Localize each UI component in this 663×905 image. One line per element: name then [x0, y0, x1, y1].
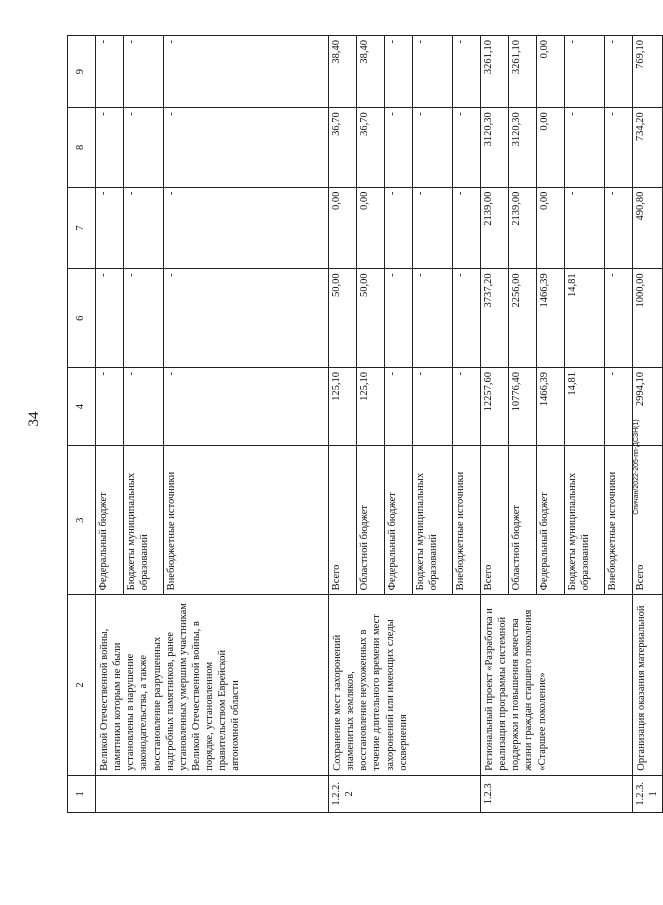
value-cell: 1466,39 — [537, 368, 565, 446]
value-cell: - — [164, 368, 329, 446]
value-cell: 3261,10 — [481, 36, 509, 108]
value-cell: - — [124, 368, 164, 446]
value-cell: - — [453, 36, 481, 108]
value-cell: - — [413, 269, 453, 368]
value-cell: 36,70 — [329, 108, 357, 187]
value-cell: 0,00 — [537, 36, 565, 108]
value-cell: - — [565, 108, 605, 187]
page-number: 34 — [26, 411, 42, 427]
value-cell: - — [453, 368, 481, 446]
value-cell: - — [413, 187, 453, 269]
value-cell: - — [385, 187, 413, 269]
value-cell: 50,00 — [329, 269, 357, 368]
table-row — [96, 36, 124, 813]
row-name: Великой Отечественной войны, памятники которым не были установлены в нарушение законодательства, а также восстановление разрушенных надгробных памятников, ранее установленных умершим участникам Великой Отечественной войны, в порядке, установленном правительством Еврейской автономной области — [96, 595, 329, 775]
value-cell: 3261,10 — [509, 36, 537, 108]
value-cell: - — [385, 36, 413, 108]
header-cell-7: 7 — [68, 187, 96, 269]
value-cell: - — [385, 269, 413, 368]
value-cell: 14,81 — [565, 269, 605, 368]
value-cell: - — [385, 368, 413, 446]
source-cell: Внебюджетные источники — [164, 446, 329, 595]
value-cell: 3120,30 — [509, 108, 537, 187]
value-cell: 0,00 — [357, 187, 385, 269]
value-cell: - — [605, 368, 633, 446]
value-cell: 38,40 — [329, 36, 357, 108]
value-cell: - — [413, 108, 453, 187]
source-cell: Областной бюджет — [357, 446, 385, 595]
row-name: Организация оказания материальной — [633, 595, 663, 775]
value-cell: 12257,60 — [481, 368, 509, 446]
budget-table — [67, 35, 663, 813]
source-cell: Бюджеты муниципальных образований — [565, 446, 605, 595]
source-cell: Всего — [329, 446, 357, 595]
source-cell: Всего — [481, 446, 509, 595]
value-cell: - — [96, 187, 124, 269]
table-row — [481, 36, 509, 813]
value-cell: - — [605, 108, 633, 187]
source-cell: Федеральный бюджет — [96, 446, 124, 595]
value-cell: 1000,00 — [633, 269, 663, 368]
row-code: 1.2.3.1 — [633, 775, 663, 812]
value-cell: 38,40 — [357, 36, 385, 108]
value-cell: - — [164, 108, 329, 187]
row-name: Региональный проект «Разработка и реализация программы системной поддержки и повышения качества жизни граждан старшего поколения «Старшее поколение» — [481, 595, 633, 775]
value-cell: - — [96, 36, 124, 108]
value-cell: 490,80 — [633, 187, 663, 269]
value-cell: - — [453, 108, 481, 187]
value-cell: 0,00 — [537, 108, 565, 187]
source-cell: Федеральный бюджет — [537, 446, 565, 595]
source-cell: Федеральный бюджет — [385, 446, 413, 595]
source-cell: Всего — [633, 446, 663, 595]
value-cell: 3737,20 — [481, 269, 509, 368]
header-cell-1: 1 — [68, 775, 96, 812]
value-cell: - — [96, 368, 124, 446]
header-cell-6: 6 — [68, 269, 96, 368]
value-cell: 36,70 — [357, 108, 385, 187]
value-cell: 2994,10 — [633, 368, 663, 446]
value-cell: - — [96, 108, 124, 187]
value-cell: 125,10 — [329, 368, 357, 446]
table-header-row — [68, 36, 96, 813]
value-cell: - — [453, 269, 481, 368]
value-cell: - — [605, 269, 633, 368]
value-cell: - — [164, 187, 329, 269]
table-row — [329, 36, 357, 813]
value-cell: - — [96, 269, 124, 368]
value-cell: 2139,00 — [481, 187, 509, 269]
table-row — [633, 36, 663, 813]
source-cell: Бюджеты муниципальных образований — [124, 446, 164, 595]
value-cell: - — [413, 368, 453, 446]
row-name: Сохранение мест захоронений знаменитых земляков, восстановление неухоженных в течение длительного времени мест захоронений или имеющих следы осквернения — [329, 595, 481, 775]
value-cell: - — [124, 269, 164, 368]
document-stamp: Спичан/2022-205-пп-ДСЗН(1) — [633, 419, 640, 515]
value-cell: - — [124, 36, 164, 108]
source-cell: Внебюджетные источники — [605, 446, 633, 595]
header-cell-3: 3 — [68, 446, 96, 595]
value-cell: 1466,39 — [537, 269, 565, 368]
value-cell: - — [605, 187, 633, 269]
header-cell-4: 4 — [68, 368, 96, 446]
value-cell: - — [453, 187, 481, 269]
value-cell: - — [413, 36, 453, 108]
source-cell: Бюджеты муниципальных образований — [413, 446, 453, 595]
value-cell: 0,00 — [329, 187, 357, 269]
value-cell: - — [164, 36, 329, 108]
value-cell: - — [605, 36, 633, 108]
value-cell: - — [124, 108, 164, 187]
source-cell: Областной бюджет — [509, 446, 537, 595]
row-code: 1.2.2.2 — [329, 775, 481, 812]
value-cell: - — [124, 187, 164, 269]
header-cell-9: 9 — [68, 36, 96, 108]
source-cell: Внебюджетные источники — [453, 446, 481, 595]
value-cell: 2256,00 — [509, 269, 537, 368]
value-cell: - — [565, 36, 605, 108]
value-cell: 0,00 — [537, 187, 565, 269]
value-cell: 3120,30 — [481, 108, 509, 187]
value-cell: 10776,40 — [509, 368, 537, 446]
value-cell: - — [565, 187, 605, 269]
value-cell: 14,81 — [565, 368, 605, 446]
value-cell: 734,20 — [633, 108, 663, 187]
value-cell: 50,00 — [357, 269, 385, 368]
value-cell: 125,10 — [357, 368, 385, 446]
value-cell: 2139,00 — [509, 187, 537, 269]
row-code: 1.2.3 — [481, 775, 633, 812]
value-cell: - — [385, 108, 413, 187]
value-cell: - — [164, 269, 329, 368]
header-cell-2: 2 — [68, 595, 96, 775]
value-cell: 769,10 — [633, 36, 663, 108]
header-cell-8: 8 — [68, 108, 96, 187]
row-code — [96, 775, 329, 812]
